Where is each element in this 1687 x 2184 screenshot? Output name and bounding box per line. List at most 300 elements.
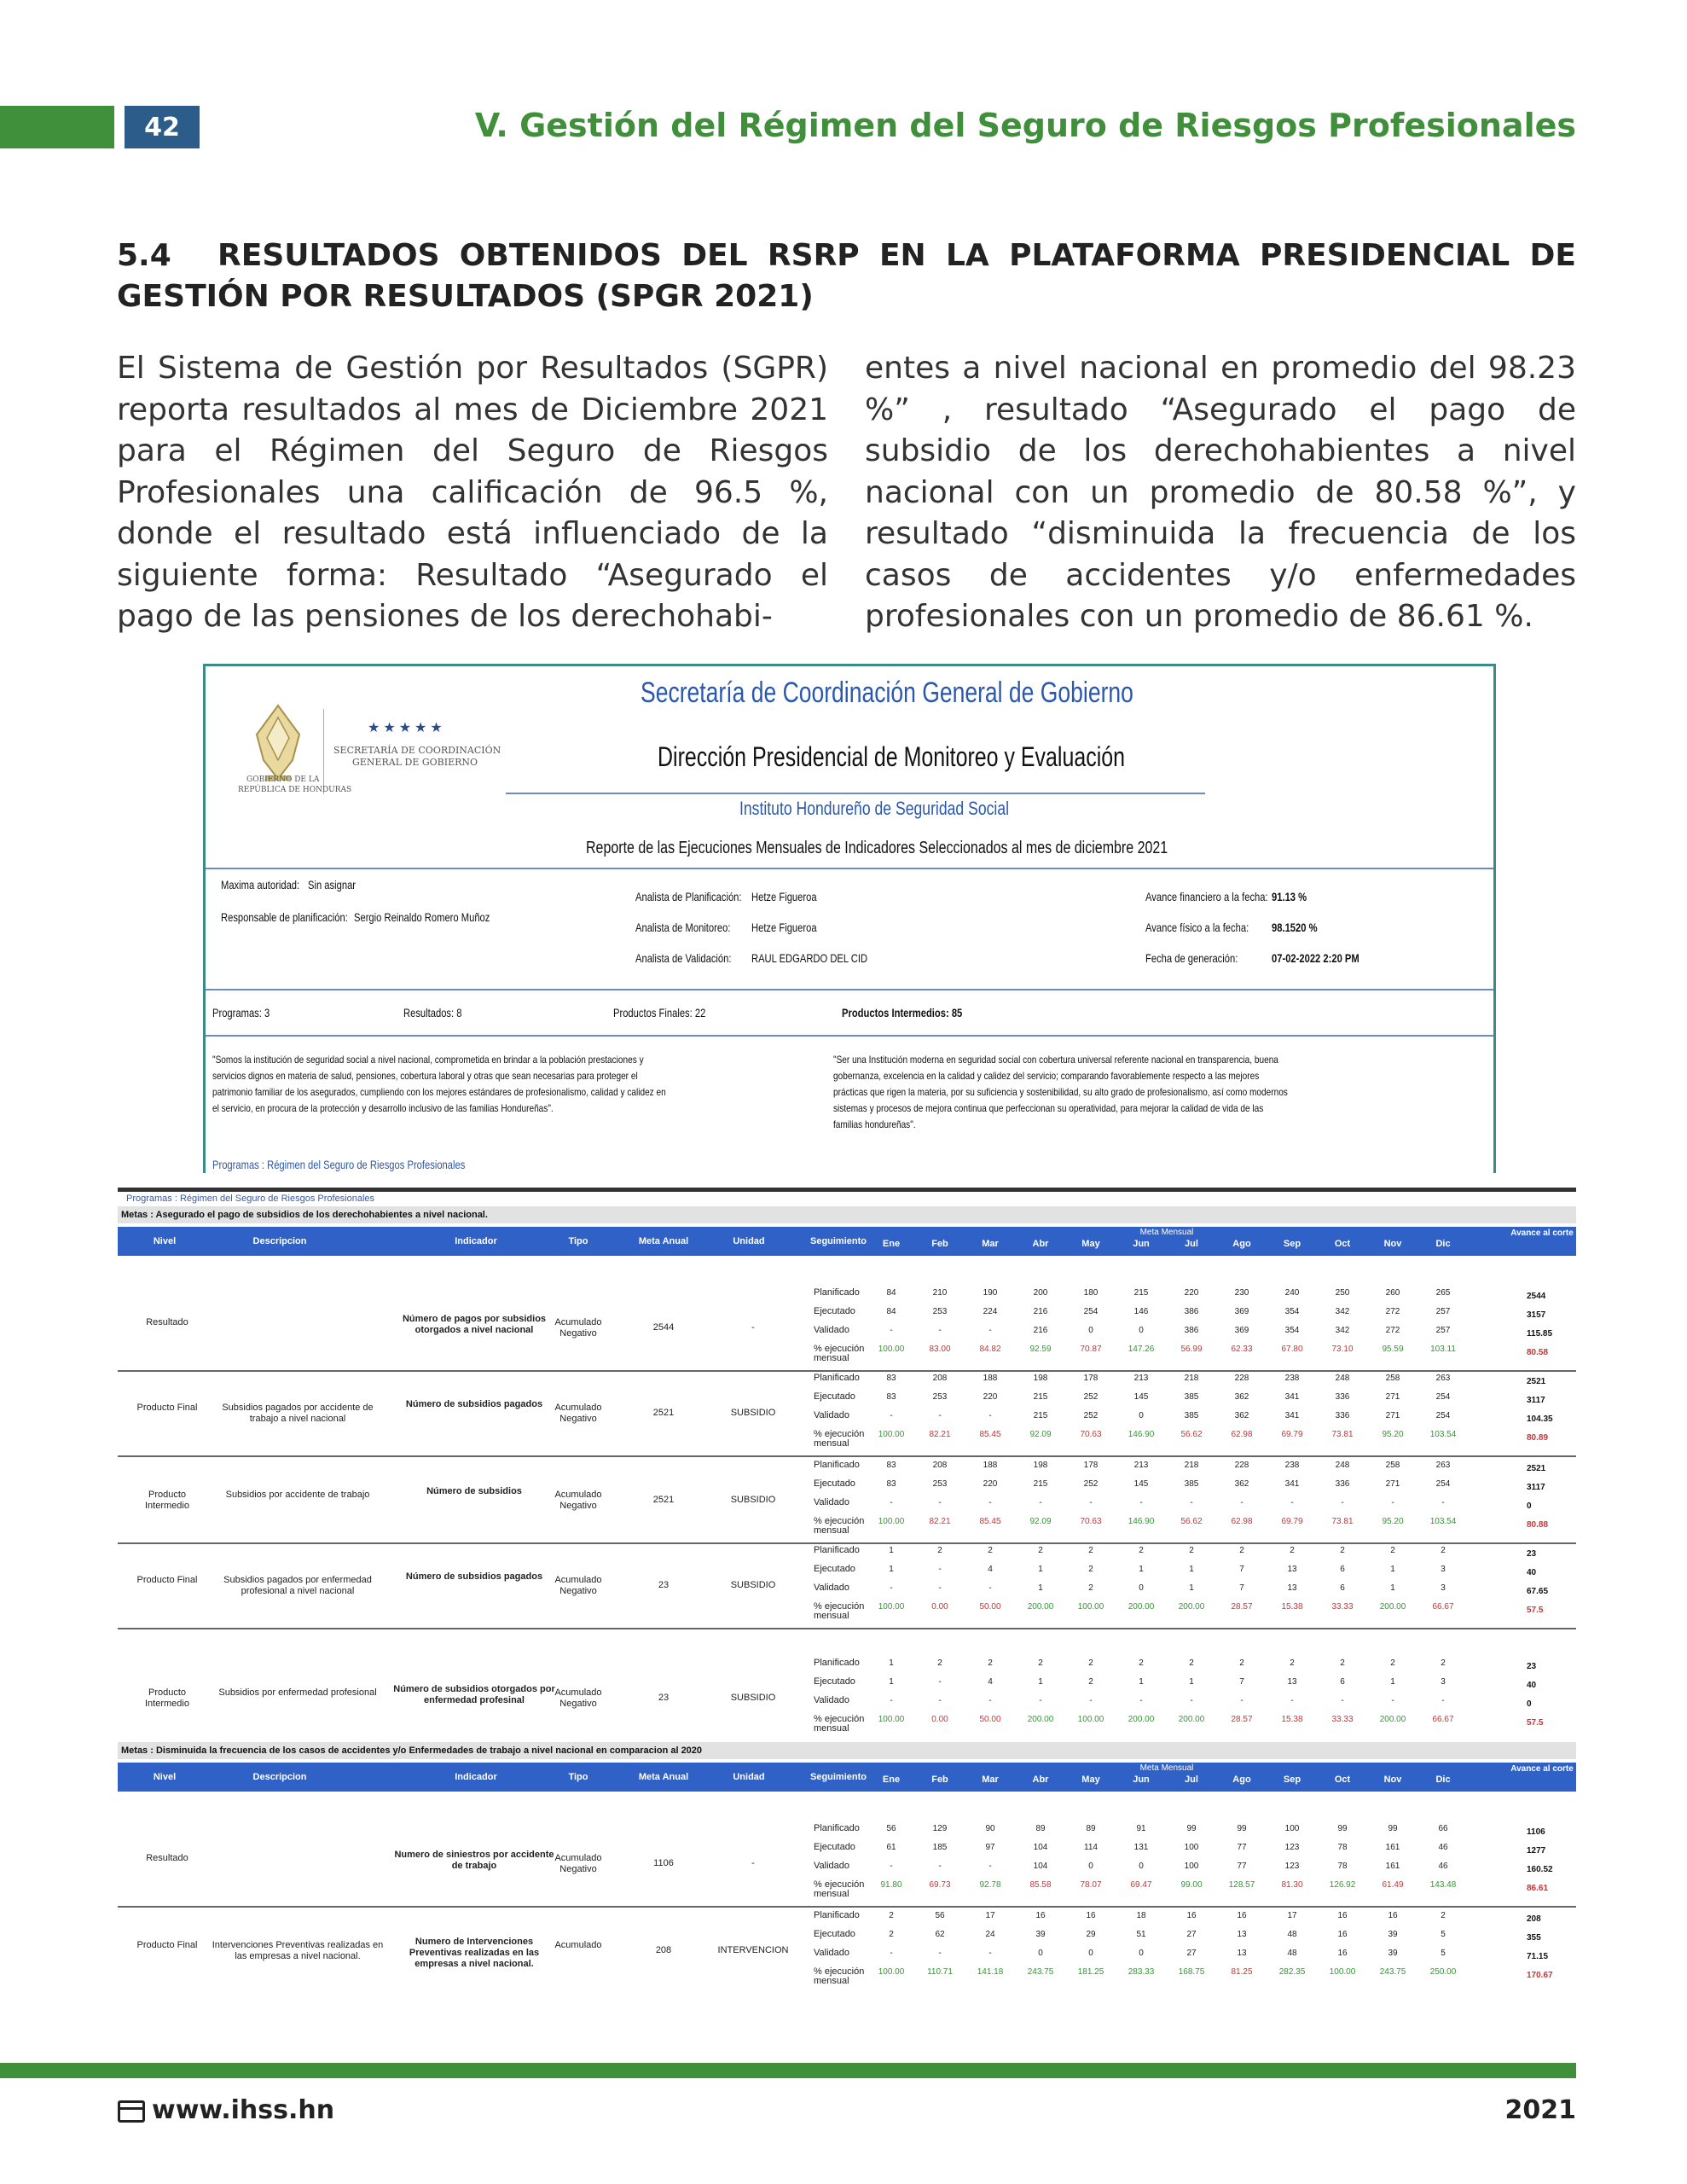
avance-value: 3157	[1527, 1310, 1546, 1320]
month-value: 16	[1086, 1911, 1096, 1920]
month-value: 90	[985, 1824, 995, 1833]
month-value: 15.38	[1281, 1602, 1303, 1612]
avance-value: 3117	[1527, 1396, 1545, 1405]
avance-value: 57.5	[1527, 1606, 1544, 1615]
block-meta: 2521	[652, 1495, 675, 1505]
month-value: 2	[1390, 1546, 1395, 1555]
th-descripcion: Descripcion	[252, 1772, 307, 1782]
month-value: 91	[1136, 1824, 1146, 1833]
month-value: -	[988, 1498, 992, 1507]
count-productos-intermedios: Productos Intermedios: 85	[842, 1006, 963, 1019]
report-title-reporte: Reporte de las Ejecuciones Mensuales de Indicadores Seleccionados al mes de diciembre 2021	[586, 839, 1168, 857]
month-value: 13	[1237, 1930, 1247, 1939]
block-indicador: Número de subsidios pagados	[405, 1571, 543, 1582]
block-separator	[118, 1542, 1576, 1544]
report-divider-2	[206, 989, 1493, 990]
th-avance: Avance al corte	[1510, 1764, 1574, 1774]
th-nivel: Nivel	[153, 1236, 177, 1246]
month-value: -	[1089, 1696, 1093, 1705]
month-value: 2	[889, 1911, 894, 1920]
avance-value: 40	[1527, 1568, 1537, 1577]
th-month-jul: Jul	[1185, 1774, 1198, 1785]
month-value: 56	[886, 1824, 896, 1833]
month-value: 77	[1237, 1843, 1247, 1852]
month-value: 336	[1335, 1411, 1350, 1420]
avance-value: 2544	[1527, 1292, 1546, 1301]
block-meta: 208	[655, 1945, 672, 1955]
th-indicador: Indicador	[455, 1772, 497, 1782]
month-value: 29	[1086, 1930, 1096, 1939]
month-value: 200.00	[1178, 1602, 1205, 1612]
seguimiento-label: Validado	[814, 1861, 849, 1871]
av-fis-value: 98.1520 %	[1272, 921, 1318, 934]
month-value: 128.57	[1228, 1880, 1255, 1890]
month-value: 78	[1337, 1843, 1348, 1852]
month-value: 0	[1139, 1949, 1144, 1958]
seguimiento-label: Validado	[814, 1325, 849, 1335]
month-value: 2	[889, 1930, 894, 1939]
month-value: 250	[1335, 1288, 1350, 1298]
month-value: 1	[889, 1546, 894, 1555]
month-value: 200	[1033, 1288, 1048, 1298]
month-value: -	[890, 1862, 893, 1871]
month-value: 2	[1139, 1546, 1144, 1555]
th-tipo: Tipo	[568, 1772, 588, 1782]
report-title-secretaria: Secretaría de Coordinación General de Gobierno	[641, 677, 1133, 709]
month-value: 386	[1184, 1307, 1199, 1316]
month-value: 27	[1186, 1949, 1197, 1958]
indicator-tables	[118, 1188, 1576, 2007]
month-value: 265	[1435, 1288, 1451, 1298]
month-value: 272	[1385, 1307, 1400, 1316]
resp-label: Responsable de planificación:	[221, 910, 348, 924]
month-value: -	[1190, 1696, 1193, 1705]
month-value: 50.00	[979, 1715, 1001, 1724]
avance-value: 1277	[1527, 1846, 1546, 1856]
month-value: 200.00	[1027, 1602, 1054, 1612]
gob-logo-line2: REPÚBLICA DE HONDURAS	[238, 786, 352, 794]
block-tipo: Acumulado Negativo	[554, 1853, 602, 1874]
month-value: 3	[1441, 1583, 1446, 1593]
month-value: 99	[1337, 1824, 1348, 1833]
month-value: 3	[1441, 1565, 1446, 1574]
month-value: 69.79	[1281, 1517, 1303, 1526]
month-value: 84.82	[979, 1345, 1001, 1354]
month-value: 92.59	[1029, 1345, 1052, 1354]
av-fin-value: 91.13 %	[1272, 890, 1307, 903]
month-value: 385	[1184, 1479, 1199, 1489]
month-value: 4	[988, 1677, 993, 1687]
month-value: 252	[1083, 1392, 1099, 1402]
month-value: 253	[932, 1307, 948, 1316]
block-separator	[118, 1370, 1576, 1372]
tables-program-line: Programas : Régimen del Seguro de Riesgos Profesionales	[126, 1194, 375, 1204]
th-month-feb: Feb	[931, 1774, 948, 1785]
month-value: 81.25	[1231, 1967, 1253, 1977]
month-value: 70.87	[1080, 1345, 1102, 1354]
block-descripcion: Subsidios por accidente de trabajo	[225, 1490, 370, 1500]
month-value: 0	[1139, 1862, 1144, 1871]
month-value: 95.20	[1382, 1517, 1404, 1526]
month-value: -	[988, 1583, 992, 1593]
month-value: 4	[988, 1565, 993, 1574]
month-value: 83	[886, 1461, 896, 1470]
month-value: 178	[1083, 1374, 1099, 1383]
month-value: 39	[1035, 1930, 1046, 1939]
block-indicador: Número de subsidios otorgados por enfermedad profesinal	[393, 1684, 555, 1705]
block-meta: 1106	[653, 1858, 674, 1868]
report-title-direccion: Dirección Presidencial de Monitoreo y Evaluación	[658, 741, 1126, 772]
month-value: 89	[1086, 1824, 1096, 1833]
report-header-image	[203, 664, 1496, 1173]
month-value: 2	[1390, 1658, 1395, 1668]
month-value: 248	[1335, 1461, 1350, 1470]
vision-text: "Ser una Institución moderna en seguridad social con cobertura universal referente nacional en transparencia, buena gobernanza, excelencia en la calidad y calidez del servicio; comparando favorablemente respecto a las mejores prácticas que rigen la materia, por su suficiencia y sostenibilidad, su alto grado de profesionalismo, así como modernos sistemas y procesos de mejora continua que perfeccionan su operatividad, para mejorar la calidad de vida de las familias hondureñas".	[833, 1054, 1288, 1130]
month-value: -	[1089, 1498, 1093, 1507]
month-value: 2	[1038, 1546, 1043, 1555]
month-value: 56	[935, 1911, 945, 1920]
month-value: -	[1039, 1696, 1042, 1705]
month-value: 1	[1390, 1677, 1395, 1687]
an-val-value: RAUL EDGARDO DEL CID	[751, 951, 868, 965]
month-value: 0	[1139, 1411, 1144, 1420]
section-number: 5.4	[117, 238, 171, 273]
month-value: -	[1290, 1696, 1294, 1705]
th-seguimiento: Seguimiento	[809, 1236, 867, 1246]
month-value: 1	[889, 1565, 894, 1574]
month-value: 85.58	[1029, 1880, 1052, 1890]
block-nivel: Resultado	[146, 1317, 188, 1327]
month-value: 1	[1390, 1565, 1395, 1574]
month-value: 5	[1441, 1930, 1446, 1939]
seguimiento-label: % ejecución mensual	[814, 1344, 865, 1363]
avance-value: 0	[1527, 1699, 1532, 1709]
seguimiento-label: Ejecutado	[814, 1676, 855, 1687]
month-value: 2	[1441, 1546, 1446, 1555]
month-value: 200.00	[1027, 1715, 1054, 1724]
footer-url[interactable]: www.ihss.hn	[152, 2095, 335, 2125]
title-underline	[506, 793, 1205, 794]
month-value: 362	[1234, 1479, 1249, 1489]
month-value: 100.00	[878, 1967, 905, 1977]
stars-icon: ★★★★★	[368, 721, 446, 735]
month-value: 17	[1287, 1911, 1297, 1920]
block-unidad: -	[751, 1858, 755, 1868]
block-nivel: Producto Intermedio	[145, 1490, 189, 1511]
block-nivel: Producto Final	[136, 1403, 198, 1413]
seguimiento-label: % ejecución mensual	[814, 1516, 865, 1536]
month-value: 141.18	[977, 1967, 1004, 1977]
month-value: 83	[886, 1392, 896, 1402]
block-unidad: SUBSIDIO	[730, 1580, 776, 1590]
th-indicador: Indicador	[455, 1236, 497, 1246]
tables-top-bar	[118, 1188, 1576, 1192]
month-value: 200.00	[1178, 1715, 1205, 1724]
month-value: 27	[1186, 1930, 1197, 1939]
block-meta: 23	[658, 1580, 670, 1590]
browser-window-icon	[118, 2100, 145, 2123]
month-value: 161	[1385, 1843, 1400, 1852]
month-value: 369	[1234, 1307, 1249, 1316]
seguimiento-label: % ejecución mensual	[814, 1714, 865, 1734]
month-value: 254	[1435, 1411, 1451, 1420]
month-value: 7	[1239, 1583, 1244, 1593]
avance-value: 80.88	[1527, 1520, 1549, 1530]
block-tipo: Acumulado Negativo	[554, 1403, 602, 1424]
month-value: 126.92	[1329, 1880, 1356, 1890]
seguimiento-label: % ejecución mensual	[814, 1601, 865, 1621]
month-value: 16	[1388, 1911, 1398, 1920]
avance-value: 57.5	[1527, 1718, 1544, 1728]
month-value: -	[1190, 1498, 1193, 1507]
month-value: 257	[1435, 1326, 1451, 1335]
month-value: 1	[1189, 1583, 1194, 1593]
month-value: 92.09	[1029, 1517, 1052, 1526]
seguimiento-label: Planificado	[814, 1823, 860, 1833]
month-value: 271	[1385, 1411, 1400, 1420]
month-value: 2	[1290, 1546, 1295, 1555]
seguimiento-label: Ejecutado	[814, 1842, 855, 1852]
month-value: 39	[1388, 1949, 1398, 1958]
seguimiento-label: Ejecutado	[814, 1306, 855, 1316]
th-month-jun: Jun	[1133, 1239, 1150, 1249]
block-tipo: Acumulado Negativo	[554, 1317, 602, 1339]
month-value: -	[890, 1696, 893, 1705]
month-value: 92.78	[979, 1880, 1001, 1890]
th-month-sep: Sep	[1283, 1239, 1301, 1249]
month-value: 215	[1133, 1288, 1149, 1298]
month-value: 258	[1385, 1461, 1400, 1470]
th-month-sep: Sep	[1283, 1774, 1301, 1785]
month-value: 1	[1038, 1677, 1043, 1687]
month-value: 1	[1189, 1677, 1194, 1687]
month-value: 220	[983, 1392, 998, 1402]
th-month-mar: Mar	[982, 1239, 999, 1249]
month-value: 250.00	[1429, 1967, 1457, 1977]
month-value: 13	[1287, 1677, 1297, 1687]
month-value: 100.00	[1077, 1715, 1104, 1724]
month-value: 61.49	[1382, 1880, 1404, 1890]
th-avance: Avance al corte	[1510, 1228, 1574, 1238]
block-indicador: Número de subsidios	[426, 1486, 522, 1496]
footer-accent-bar	[0, 2063, 1576, 2078]
month-value: -	[890, 1583, 893, 1593]
month-value: 110.71	[927, 1967, 953, 1977]
block-unidad: SUBSIDIO	[730, 1495, 776, 1505]
month-value: 28.57	[1231, 1715, 1253, 1724]
month-value: 6	[1340, 1677, 1345, 1687]
table-header-1	[118, 1227, 1576, 1256]
month-value: -	[988, 1411, 992, 1420]
month-value: 66	[1438, 1824, 1448, 1833]
month-value: 1	[889, 1677, 894, 1687]
month-value: 84	[886, 1307, 896, 1316]
month-value: -	[890, 1326, 893, 1335]
month-value: -	[938, 1696, 942, 1705]
month-value: 0	[1088, 1949, 1093, 1958]
block-indicador: Número de pagos por subsidios otorgados a nivel nacional	[402, 1314, 547, 1335]
month-value: -	[938, 1498, 942, 1507]
month-value: 16	[1186, 1911, 1197, 1920]
month-value: 100.00	[878, 1430, 905, 1439]
month-value: 1	[889, 1658, 894, 1668]
block-indicador: Numero de Intervenciones Preventivas realizadas en las empresas a nivel nacional.	[409, 1937, 540, 1969]
month-value: 341	[1284, 1479, 1300, 1489]
month-value: 24	[985, 1930, 995, 1939]
month-value: 2	[937, 1658, 942, 1668]
month-value: 95.59	[1382, 1345, 1404, 1354]
month-value: 2	[1088, 1658, 1093, 1668]
th-meta-anual: Meta Anual	[638, 1772, 689, 1782]
month-value: 253	[932, 1479, 948, 1489]
th-month-jun: Jun	[1133, 1774, 1150, 1785]
month-value: 271	[1385, 1479, 1400, 1489]
th-month-ago: Ago	[1232, 1774, 1251, 1785]
th-meta-mensual: Meta Mensual	[1139, 1763, 1194, 1773]
month-value: 282.35	[1278, 1967, 1306, 1977]
month-value: -	[988, 1949, 992, 1958]
count-programas: Programas: 3	[212, 1006, 270, 1019]
month-value: 1	[1139, 1677, 1144, 1687]
month-value: 70.63	[1080, 1430, 1102, 1439]
month-value: 1	[1038, 1583, 1043, 1593]
seguimiento-label: % ejecución mensual	[814, 1429, 865, 1449]
month-value: 185	[932, 1843, 948, 1852]
month-value: 200.00	[1379, 1602, 1406, 1612]
month-value: 2	[1239, 1546, 1244, 1555]
month-value: 78	[1337, 1862, 1348, 1871]
month-value: -	[1341, 1498, 1344, 1507]
seguimiento-label: Ejecutado	[814, 1564, 855, 1574]
month-value: 0	[1088, 1326, 1093, 1335]
avance-value: 23	[1527, 1662, 1537, 1671]
month-value: 2	[988, 1658, 993, 1668]
month-value: 240	[1284, 1288, 1300, 1298]
month-value: 238	[1284, 1374, 1300, 1383]
month-value: 385	[1184, 1411, 1199, 1420]
meta-bar-1: Metas : Asegurado el pago de subsidios de los derechohabientes a nivel nacional.	[118, 1206, 1576, 1223]
month-value: 15.38	[1281, 1715, 1303, 1724]
month-value: 342	[1335, 1326, 1350, 1335]
month-value: 188	[983, 1461, 998, 1470]
body-column-left: El Sistema de Gestión por Resultados (SGPR) reporta resultados al mes de Diciembre 2021 para el Régimen del Seguro de Riesgos Profesionales una calificación de 96.5 %, donde el resultado está influenciado de la siguiente forma: Resultado “Asegurado el pago de las pensiones de los derechohabi-	[117, 351, 828, 634]
seguimiento-label: % ejecución mensual	[814, 1879, 865, 1899]
report-divider-3	[206, 1035, 1493, 1037]
month-value: 0	[1139, 1326, 1144, 1335]
month-value: 283.33	[1128, 1967, 1155, 1977]
month-value: 91.80	[880, 1880, 902, 1890]
page-number: 42	[125, 106, 200, 148]
month-value: 100.00	[1077, 1602, 1104, 1612]
month-value: 56.62	[1180, 1430, 1203, 1439]
avance-value: 170.67	[1527, 1971, 1553, 1980]
month-value: 73.10	[1331, 1345, 1354, 1354]
month-value: -	[1391, 1696, 1394, 1705]
th-month-oct: Oct	[1334, 1239, 1351, 1249]
month-value: -	[938, 1326, 942, 1335]
month-value: -	[938, 1411, 942, 1420]
avance-value: 115.85	[1527, 1329, 1553, 1339]
month-value: 145	[1133, 1392, 1149, 1402]
month-value: 2	[1290, 1658, 1295, 1668]
month-value: 252	[1083, 1479, 1099, 1489]
month-value: 2	[1088, 1583, 1093, 1593]
month-value: -	[938, 1677, 942, 1687]
month-value: 228	[1234, 1461, 1249, 1470]
month-value: 123	[1284, 1862, 1300, 1871]
avance-value: 160.52	[1527, 1865, 1553, 1874]
block-nivel: Producto Final	[136, 1940, 198, 1950]
th-month-ene: Ene	[882, 1774, 901, 1785]
month-value: 70.63	[1080, 1517, 1102, 1526]
month-value: 254	[1435, 1479, 1451, 1489]
month-value: 83.00	[929, 1345, 951, 1354]
seguimiento-label: Planificado	[814, 1287, 860, 1298]
month-value: 210	[932, 1288, 948, 1298]
th-month-ene: Ene	[882, 1239, 901, 1249]
avance-value: 355	[1527, 1933, 1541, 1943]
month-value: 104	[1033, 1843, 1048, 1852]
seguimiento-label: Ejecutado	[814, 1391, 855, 1402]
month-value: 0	[1139, 1583, 1144, 1593]
seguimiento-label: Validado	[814, 1410, 849, 1420]
an-plan-label: Analista de Planificación:	[635, 890, 742, 903]
month-value: 1	[1038, 1565, 1043, 1574]
month-value: 7	[1239, 1677, 1244, 1687]
month-value: -	[1139, 1498, 1143, 1507]
section-title: RESULTADOS OBTENIDOS DEL RSRP EN LA PLATAFORMA PRESIDENCIAL DE GESTIÓN POR RESULTADOS (SPGR 2021)	[117, 238, 1576, 314]
block-separator	[118, 1628, 1576, 1629]
block-descripcion: Subsidios pagados por enfermedad profesional a nivel nacional	[223, 1575, 372, 1596]
body-column-right: entes a nivel nacional en promedio del 98.23 %” , resultado “Asegurado el pago de subsidio de los derechohabientes a nivel nacional con un promedio de 80.58 %”, y resultado “disminuida la frecuencia de los casos de accidentes y/o enfermedades profesionales con un promedio de 86.61 %.	[865, 351, 1576, 634]
month-value: 253	[932, 1392, 948, 1402]
avance-value: 2521	[1527, 1464, 1546, 1473]
month-value: -	[890, 1949, 893, 1958]
month-value: 48	[1287, 1930, 1297, 1939]
seguimiento-label: Planificado	[814, 1460, 860, 1470]
month-value: 95.20	[1382, 1430, 1404, 1439]
th-seguimiento: Seguimiento	[809, 1772, 867, 1782]
avance-value: 104.35	[1527, 1414, 1553, 1424]
month-value: 129	[932, 1824, 948, 1833]
block-tipo: Acumulado Negativo	[554, 1575, 602, 1596]
month-value: -	[890, 1498, 893, 1507]
avance-value: 67.65	[1527, 1587, 1549, 1596]
seguimiento-label: Planificado	[814, 1373, 860, 1383]
month-value: -	[890, 1411, 893, 1420]
an-plan-value: Hetze Figueroa	[751, 890, 817, 903]
month-value: 220	[1184, 1288, 1199, 1298]
month-value: 215	[1033, 1411, 1048, 1420]
block-tipo: Acumulado Negativo	[554, 1490, 602, 1511]
month-value: -	[988, 1696, 992, 1705]
month-value: 260	[1385, 1288, 1400, 1298]
seguimiento-label: Ejecutado	[814, 1929, 855, 1939]
month-value: 100	[1284, 1824, 1300, 1833]
month-value: 2	[988, 1546, 993, 1555]
month-value: 33.33	[1331, 1715, 1354, 1724]
month-value: 230	[1234, 1288, 1249, 1298]
month-value: 354	[1284, 1307, 1300, 1316]
month-value: 92.09	[1029, 1430, 1052, 1439]
month-value: 89	[1035, 1824, 1046, 1833]
month-value: 2	[1038, 1658, 1043, 1668]
av-fin-label: Avance financiero a la fecha:	[1145, 890, 1268, 903]
th-month-mar: Mar	[982, 1774, 999, 1785]
month-value: 100	[1184, 1843, 1199, 1852]
month-value: 83	[886, 1479, 896, 1489]
month-value: 48	[1287, 1949, 1297, 1958]
